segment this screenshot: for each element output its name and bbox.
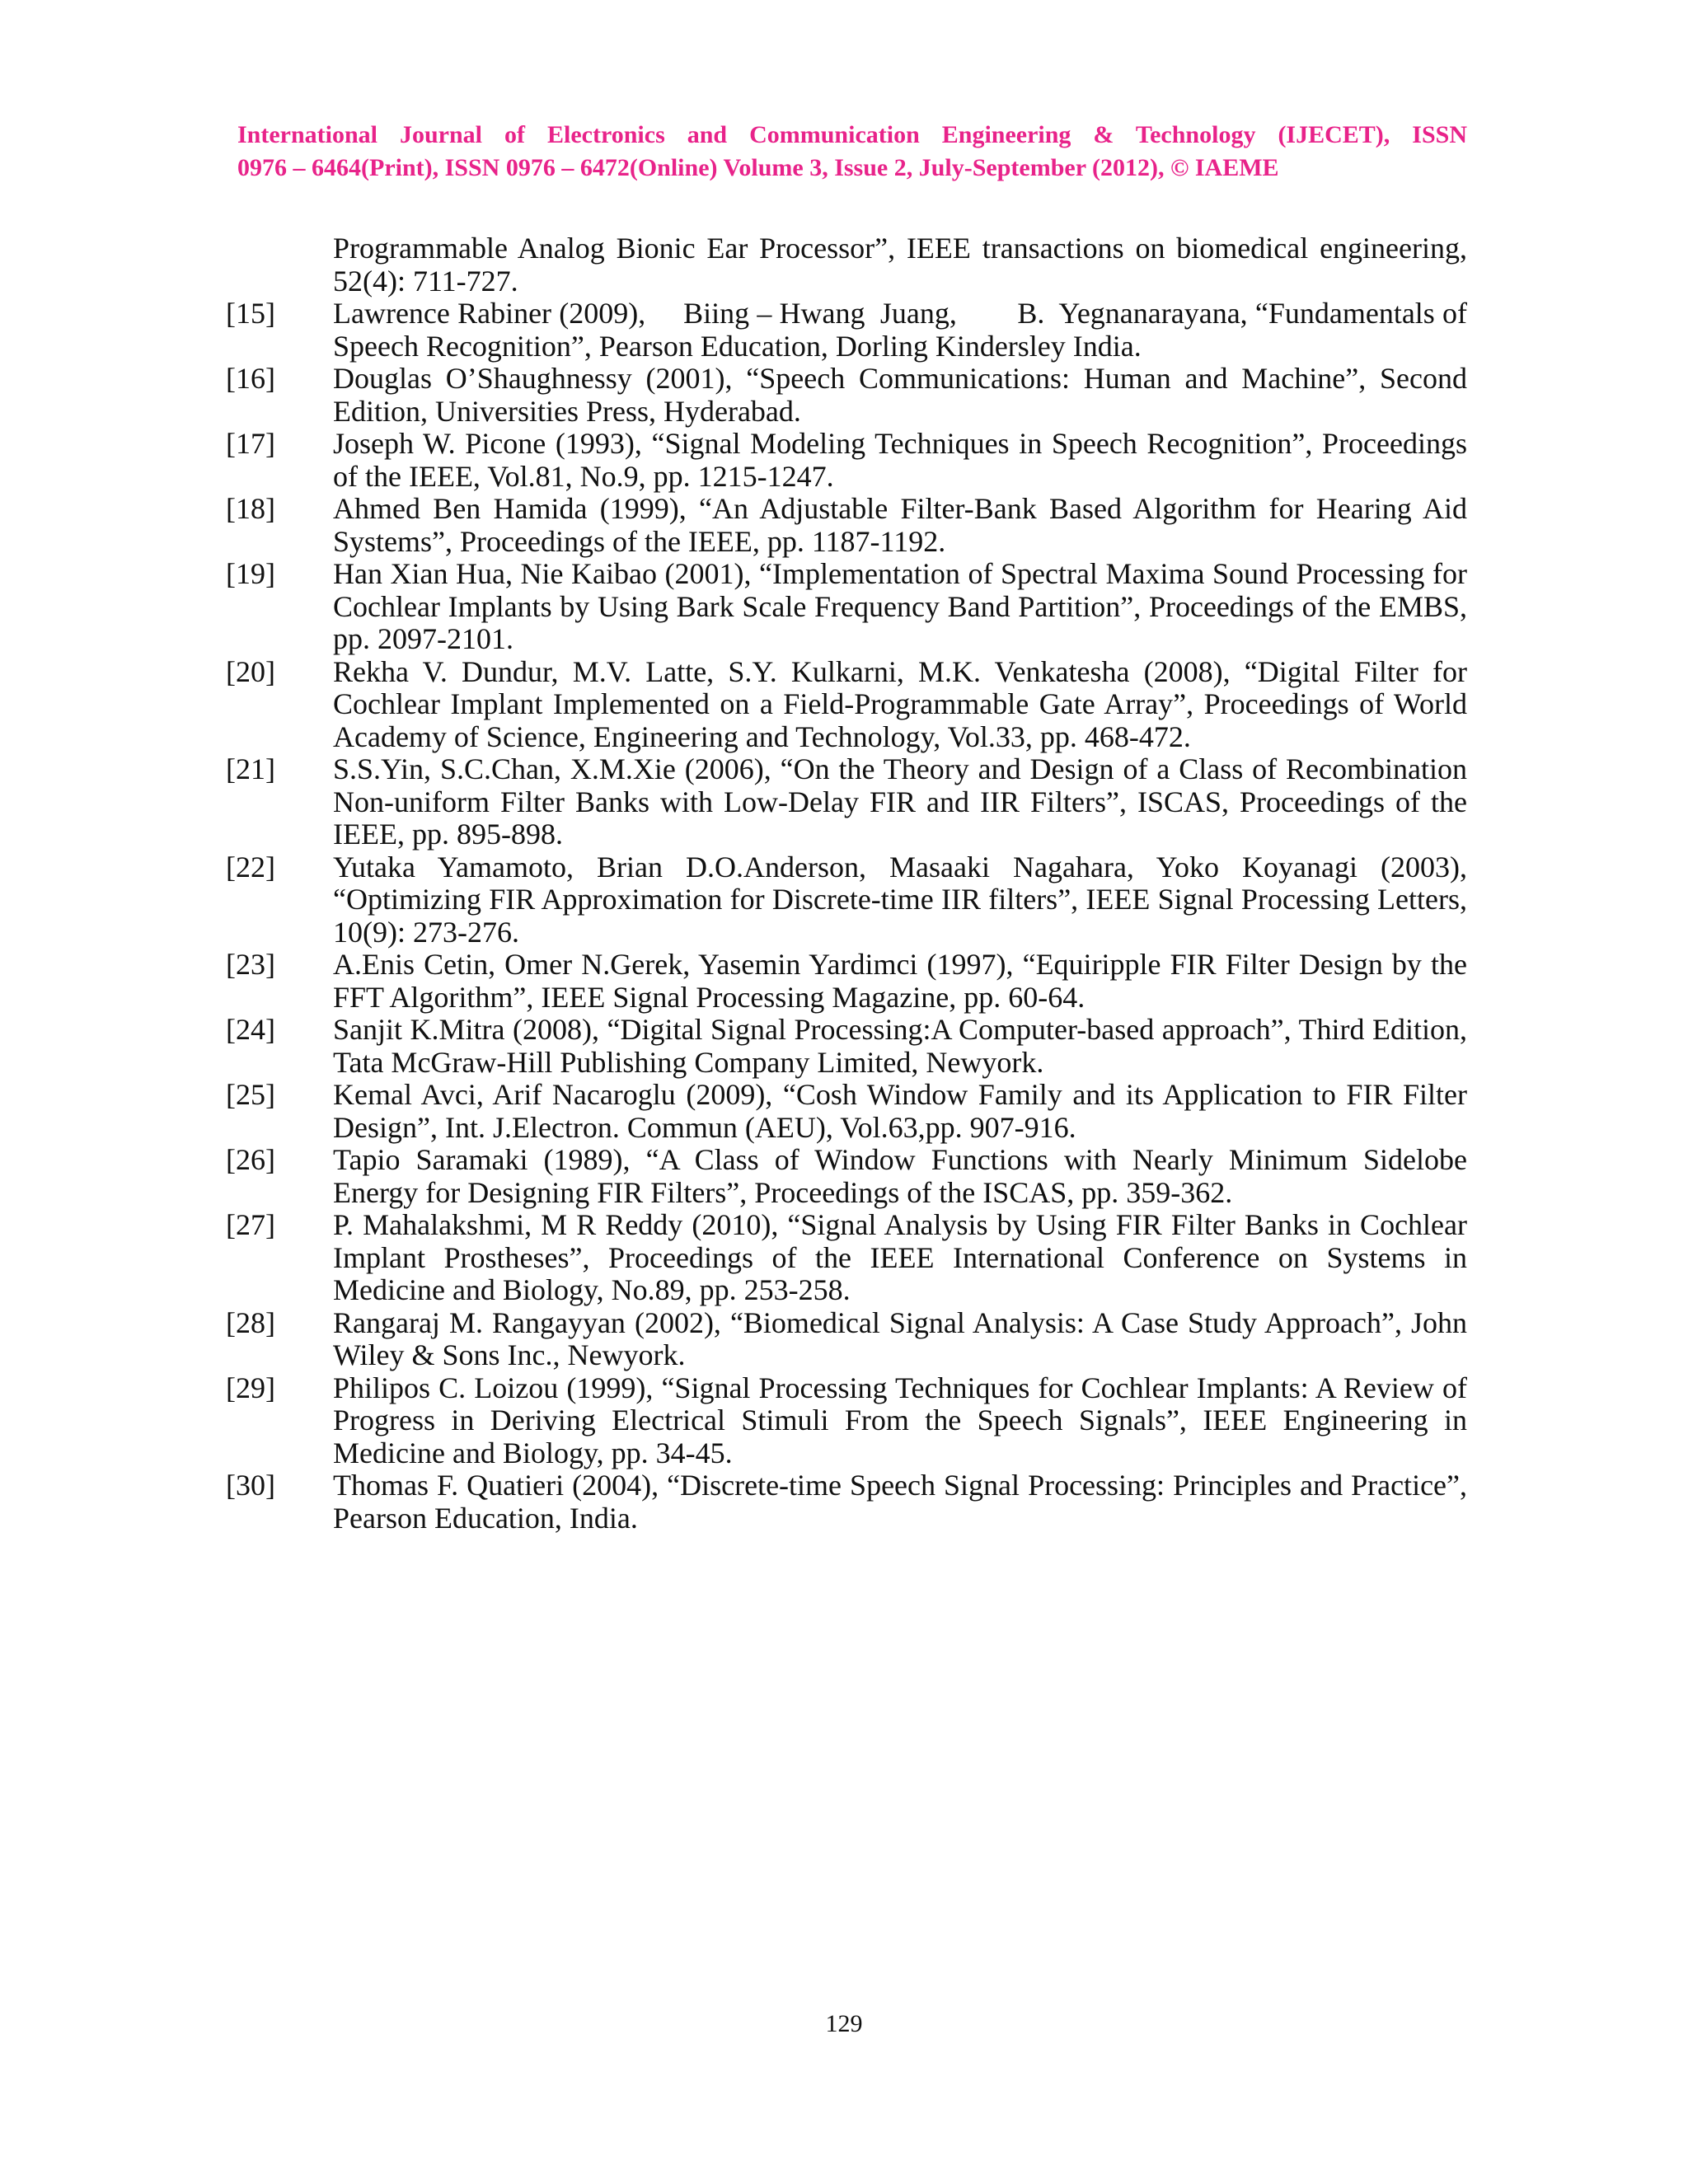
reference-item bbox=[226, 656, 1467, 754]
reference-text: Tapio Saramaki (1989), “A Class of Window Functions with Nearly Minimum Sidelobe Energy for Designing FIR Filters”, Proceedings of the ISCAS, pp. 359-362. bbox=[333, 1143, 1467, 1209]
reference-item bbox=[226, 949, 1467, 1014]
reference-item bbox=[226, 1469, 1467, 1535]
reference-item bbox=[226, 1079, 1467, 1144]
reference-text: Yutaka Yamamoto, Brian D.O.Anderson, Masaaki Nagahara, Yoko Koyanagi (2003), “Optimizing FIR Approximation for Discrete-time IIR filters”, IEEE Signal Processing Letters, 10(9): 273-276. bbox=[333, 850, 1467, 949]
reference-number: [30] bbox=[226, 1469, 275, 1502]
reference-text: Rekha V. Dundur, M.V. Latte, S.Y. Kulkarni, M.K. Venkatesha (2008), “Digital Filter for Cochlear Implant Implemented on a Field-Programmable Gate Array”, Proceedings of World Academy of Science, Engineering and Technology, Vol.33, pp. 468-472. bbox=[333, 654, 1467, 753]
reference-number: [16] bbox=[226, 362, 275, 395]
reference-number: [17] bbox=[226, 427, 275, 460]
reference-item bbox=[226, 851, 1467, 949]
reference-text: A.Enis Cetin, Omer N.Gerek, Yasemin Yardimci (1997), “Equiripple FIR Filter Design by the FFT Algorithm”, IEEE Signal Processing Magazine, pp. 60-64. bbox=[333, 948, 1467, 1014]
reference-text: S.S.Yin, S.C.Chan, X.M.Xie (2006), “On the Theory and Design of a Class of Recombination Non-uniform Filter Banks with Low-Delay FIR and IIR Filters”, ISCAS, Proceedings of the IEEE, pp. 895-898. bbox=[333, 752, 1467, 851]
reference-text: Rangaraj M. Rangayyan (2002), “Biomedical Signal Analysis: A Case Study Approach”, John Wiley & Sons Inc., Newyork. bbox=[333, 1305, 1467, 1371]
reference-number: [21] bbox=[226, 752, 275, 785]
reference-text: Douglas O’Shaughnessy (2001), “Speech Communications: Human and Machine”, Second Edition, Universities Press, Hyderabad. bbox=[333, 362, 1467, 428]
reference-item bbox=[226, 493, 1467, 558]
reference-item bbox=[226, 297, 1475, 363]
page-number: 129 bbox=[825, 2010, 863, 2037]
reference-item bbox=[226, 1372, 1467, 1470]
reference-text: Lawrence Rabiner (2009), Biing – Hwang Juang, B. Yegnanarayana, “Fundamentals of Speech Recognition”, Pearson Education, Dorling Kindersley India. bbox=[333, 297, 1475, 363]
reference-item bbox=[226, 363, 1467, 428]
reference-continuation: Programmable Analog Bionic Ear Processor”, IEEE transactions on biomedical engineering, 52(4): 711-727. bbox=[333, 232, 1467, 298]
reference-item bbox=[226, 1307, 1467, 1372]
reference-item bbox=[226, 1144, 1467, 1209]
reference-number: [26] bbox=[226, 1143, 275, 1176]
reference-item bbox=[226, 1209, 1467, 1307]
reference-number: [25] bbox=[226, 1078, 275, 1111]
reference-number: [20] bbox=[226, 654, 275, 688]
reference-number: [15] bbox=[226, 297, 275, 330]
reference-text: Joseph W. Picone (1993), “Signal Modeling Techniques in Speech Recognition”, Proceedings of the IEEE, Vol.81, No.9, pp. 1215-1247. bbox=[333, 427, 1467, 493]
reference-text: Han Xian Hua, Nie Kaibao (2001), “Implementation of Spectral Maxima Sound Processing for Cochlear Implants by Using Bark Scale Frequency Band Partition”, Proceedings of the EMBS, pp. 2097-2101. bbox=[333, 557, 1467, 655]
reference-number: [29] bbox=[226, 1371, 275, 1404]
reference-number: [22] bbox=[226, 850, 275, 883]
reference-text: Sanjit K.Mitra (2008), “Digital Signal Processing:A Computer-based approach”, Third Edition, Tata McGraw-Hill Publishing Company Limited, Newyork. bbox=[333, 1013, 1467, 1079]
reference-text: Thomas F. Quatieri (2004), “Discrete-time Speech Signal Processing: Principles and Practice”, Pearson Education, India. bbox=[333, 1469, 1467, 1535]
reference-number: [23] bbox=[226, 948, 275, 981]
reference-number: [27] bbox=[226, 1208, 275, 1241]
reference-text: Philipos C. Loizou (1999), “Signal Processing Techniques for Cochlear Implants: A Review of Progress in Deriving Electrical Stimuli From the Speech Signals”, IEEE Engineering in Medicine and Biology, pp. 34-45. bbox=[333, 1371, 1467, 1469]
reference-list bbox=[226, 232, 1475, 1535]
reference-number: [28] bbox=[226, 1305, 275, 1339]
reference-text: Kemal Avci, Arif Nacaroglu (2009), “Cosh Window Family and its Application to FIR Filter Design”, Int. J.Electron. Commun (AEU), Vol.63,pp. 907-916. bbox=[333, 1078, 1467, 1144]
journal-header bbox=[237, 119, 1467, 185]
reference-item bbox=[226, 1014, 1467, 1079]
reference-number: [24] bbox=[226, 1013, 275, 1046]
reference-item bbox=[226, 558, 1467, 656]
reference-item bbox=[226, 753, 1467, 851]
reference-text: P. Mahalakshmi, M R Reddy (2010), “Signal Analysis by Using FIR Filter Banks in Cochlear Implant Prostheses”, Proceedings of the IEEE International Conference on Systems in Medicine and Biology, No.89, pp. 253-258. bbox=[333, 1208, 1467, 1306]
reference-number: [19] bbox=[226, 557, 275, 590]
reference-item bbox=[226, 428, 1467, 493]
journal-header-line-2: 0976 – 6464(Print), ISSN 0976 – 6472(Online) Volume 3, Issue 2, July-September (2012), © IAEME bbox=[237, 154, 1279, 181]
reference-number: [18] bbox=[226, 492, 275, 525]
journal-header-line-1: International Journal of Electronics and Communication Engineering & Technology (IJECET), ISSN bbox=[237, 121, 1467, 148]
reference-text: Ahmed Ben Hamida (1999), “An Adjustable Filter-Bank Based Algorithm for Hearing Aid Systems”, Proceedings of the IEEE, pp. 1187-1192. bbox=[333, 492, 1467, 558]
